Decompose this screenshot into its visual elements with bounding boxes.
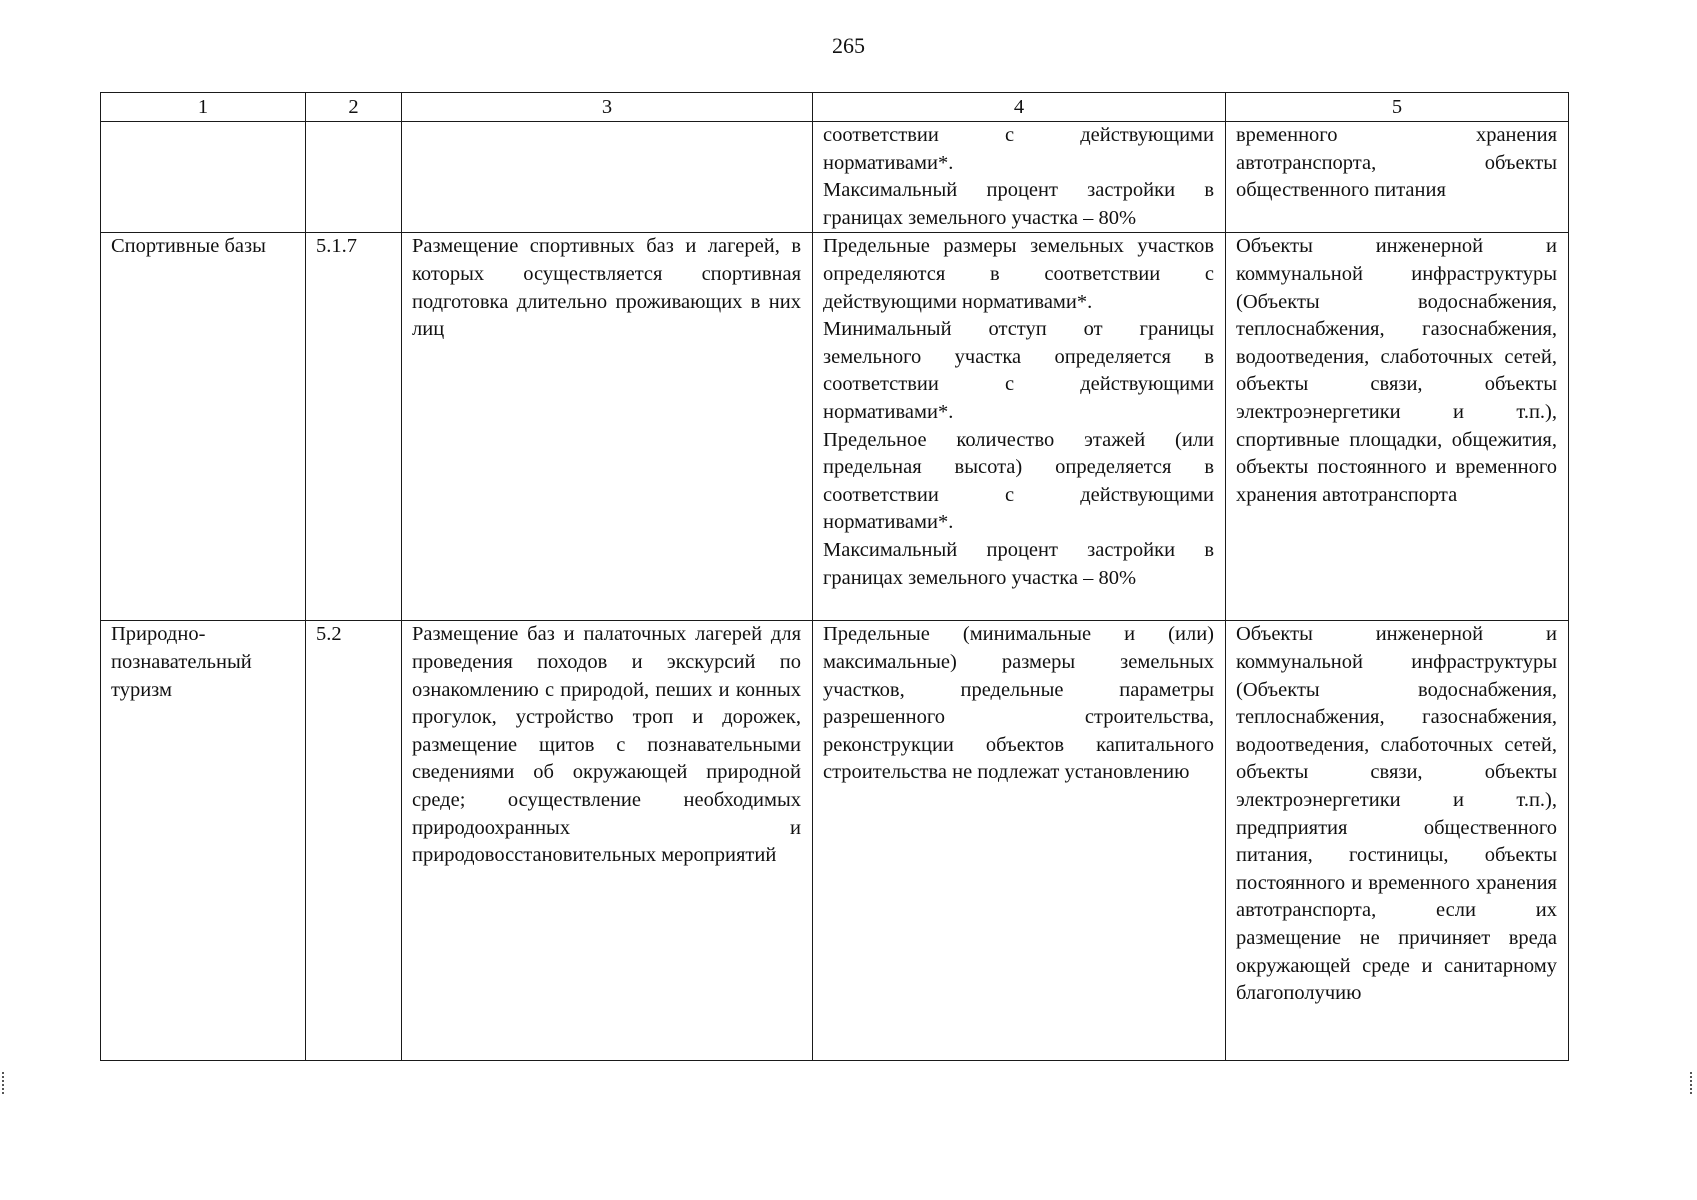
use-objects: Объекты инженерной и коммунальной инфраструктуры (Объекты водоснабжения, теплоснабжения, газоснабжения, водоотведения, слаботочных сетей, объекты связи, объекты электроэнергетики и т.п.), спортивные площадки, общежития, объекты постоянного и временного хранения автотранспорта xyxy=(1236,235,1557,506)
use-name: Спортивные базы xyxy=(111,235,266,258)
use-description-cell xyxy=(402,122,813,233)
column-header: 1 xyxy=(101,93,306,122)
scan-edge-mark-right xyxy=(1690,1072,1694,1094)
use-parameters: Предельные размеры земельных участков определяются в соответствии с действующими нормативами*. Минимальный отступ от границы земельного участка определяется в соответствии с действующими нормативами*. Предельное количество этажей (или предельная высота) определяется в соответствии с действующими нормативами*. Максимальный процент застройки в границах земельного участка – 80% xyxy=(823,235,1214,589)
use-description: Размещение баз и палаточных лагерей для проведения походов и экскурсий по ознакомлению с природой, пеших и конных прогулок, устройство троп и дорожек, размещение щитов с познавательными сведениями об окружающей природной среде; осуществление необходимых природоохранных и природовосстановительных мероприятий xyxy=(412,623,801,867)
use-name-cell xyxy=(101,233,306,621)
column-header: 2 xyxy=(306,93,402,122)
use-objects-cell xyxy=(1226,233,1569,621)
use-parameters-cell xyxy=(813,233,1226,621)
use-description-cell xyxy=(402,621,813,1061)
use-name-cell xyxy=(101,621,306,1061)
page-number: 265 xyxy=(832,33,865,58)
column-header: 5 xyxy=(1226,93,1569,122)
use-parameters-cell xyxy=(813,122,1226,233)
column-header: 4 xyxy=(813,93,1226,122)
use-parameters-cell xyxy=(813,621,1226,1061)
use-description: Размещение спортивных баз и лагерей, в которых осуществляется спортивная подготовка длительно проживающих в них лиц xyxy=(412,235,801,341)
table-header-row xyxy=(101,93,1569,122)
use-code-cell xyxy=(306,122,402,233)
use-description-cell xyxy=(402,233,813,621)
table-row xyxy=(101,233,1569,621)
use-code-cell xyxy=(306,233,402,621)
use-objects-cell xyxy=(1226,122,1569,233)
column-header: 3 xyxy=(402,93,813,122)
use-name-cell xyxy=(101,122,306,233)
use-code-cell xyxy=(306,621,402,1061)
use-objects: временного хранения автотранспорта, объекты общественного питания xyxy=(1236,124,1557,202)
scan-edge-mark-left xyxy=(2,1072,6,1094)
use-code: 5.2 xyxy=(316,623,342,646)
use-parameters: соответствии с действующими нормативами*. Максимальный процент застройки в границах земельного участка – 80% xyxy=(823,124,1214,229)
use-objects-cell xyxy=(1226,621,1569,1061)
table-row xyxy=(101,122,1569,233)
use-name: Природно-познавательный туризм xyxy=(111,623,252,701)
land-use-table xyxy=(100,92,1569,1061)
use-parameters: Предельные (минимальные и (или) максимальные) размеры земельных участков, предельные параметры разрешенного строительства, реконструкции объектов капитального строительства не подлежат установлению xyxy=(823,623,1214,784)
use-code: 5.1.7 xyxy=(316,235,357,258)
use-objects: Объекты инженерной и коммунальной инфраструктуры (Объекты водоснабжения, теплоснабжения, газоснабжения, водоотведения, слаботочных сетей, объекты связи, объекты электроэнергетики и т.п.), предприятия общественного питания, гостиницы, объекты постоянного и временного хранения автотранспорта, если их размещение не причиняет вреда окружающей среде и санитарному благополучию xyxy=(1236,623,1557,1005)
table-row xyxy=(101,621,1569,1061)
